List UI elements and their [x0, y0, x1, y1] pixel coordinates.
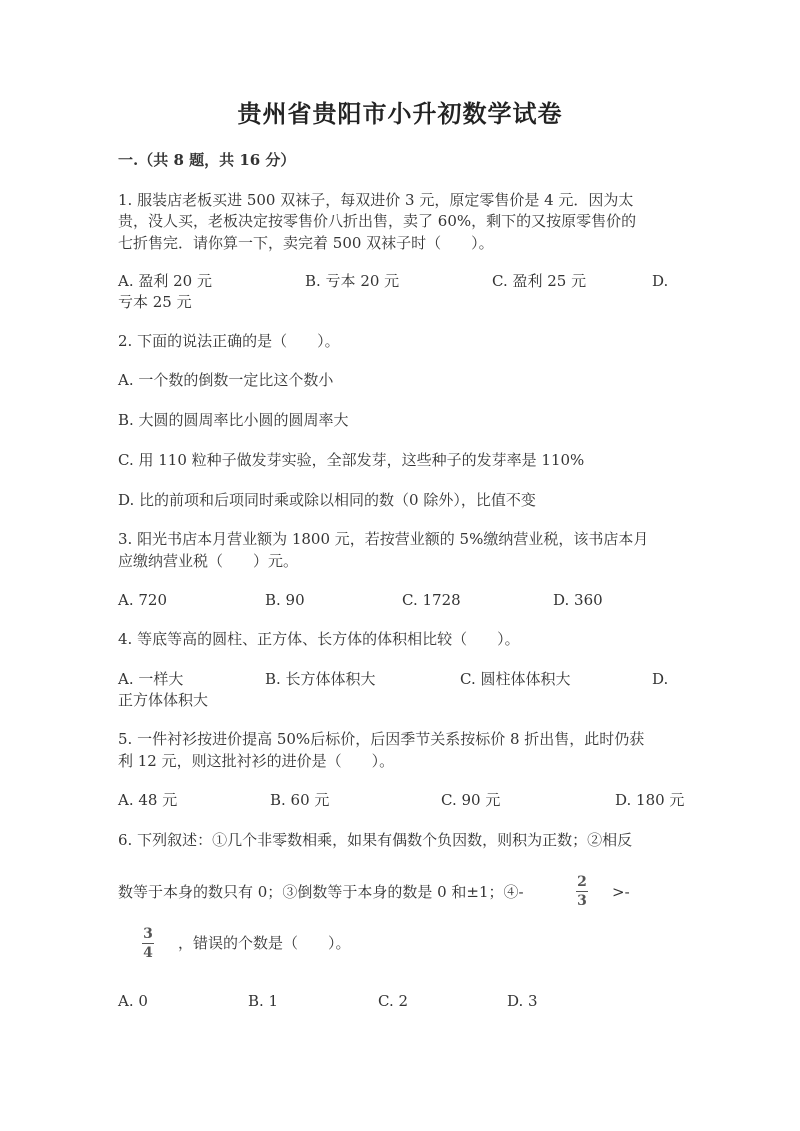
question-1-option-a[interactable]: A. 盈利 20 元: [118, 272, 212, 290]
question-3-line-2: 应缴纳营业税（ ）元。: [118, 552, 299, 570]
question-3-option-d[interactable]: D. 360: [553, 591, 603, 609]
question-2-option-b[interactable]: B. 大圆的圆周率比小圆的圆周率大: [118, 411, 349, 429]
question-3-option-b[interactable]: B. 90: [265, 591, 305, 609]
fraction-bar: [142, 943, 154, 944]
question-1-option-d-text[interactable]: 亏本 25 元: [118, 293, 192, 311]
question-5-option-c[interactable]: C. 90 元: [441, 791, 501, 809]
question-1-line-2: 贵，没人买，老板决定按零售价八折出售，卖了 60%，剩下的又按原零售价的: [118, 212, 637, 230]
question-2-option-d[interactable]: D. 比的前项和后项同时乘或除以相同的数（0 除外），比值不变: [118, 491, 536, 509]
question-1-line-1: 1. 服装店老板买进 500 双袜子，每双进价 3 元，原定零售价是 4 元．因为太: [118, 191, 634, 209]
fraction-denominator: 4: [143, 945, 153, 961]
question-5-option-b[interactable]: B. 60 元: [270, 791, 330, 809]
question-6-greater-than: >-: [612, 883, 630, 901]
question-4-option-c[interactable]: C. 圆柱体体积大: [460, 670, 571, 688]
question-2-option-c[interactable]: C. 用 110 粒种子做发芽实验，全部发芽，这些种子的发芽率是 110%: [118, 451, 585, 469]
question-3-option-a[interactable]: A. 720: [118, 591, 167, 609]
question-1-option-b[interactable]: B. 亏本 20 元: [305, 272, 400, 290]
question-4-option-d[interactable]: D.: [652, 670, 669, 688]
question-4-stem: 4. 等底等高的圆柱、正方体、长方体的体积相比较（ ）。: [118, 630, 520, 648]
fraction-denominator: 3: [577, 893, 587, 909]
page-title: 贵州省贵阳市小升初数学试卷: [237, 99, 563, 128]
question-3-line-1: 3. 阳光书店本月营业额为 1800 元，若按营业额的 5%缴纳营业税，该书店本月: [118, 530, 649, 548]
question-2-option-a[interactable]: A. 一个数的倒数一定比这个数小: [118, 371, 334, 389]
question-1-option-c[interactable]: C. 盈利 25 元: [492, 272, 587, 290]
fraction-numerator: 2: [577, 874, 587, 890]
fraction-two-thirds: [576, 874, 588, 909]
fraction-three-quarters: [142, 926, 154, 961]
question-4-option-b[interactable]: B. 长方体体积大: [265, 670, 376, 688]
question-4-option-a[interactable]: A. 一样大: [118, 670, 184, 688]
fraction-bar: [576, 891, 588, 892]
question-3-option-c[interactable]: C. 1728: [402, 591, 461, 609]
question-5-line-1: 5. 一件衬衫按进价提高 50%后标价，后因季节关系按标价 8 折出售，此时仍获: [118, 730, 645, 748]
question-6-option-d[interactable]: D. 3: [507, 992, 538, 1010]
question-6-tail: ，错误的个数是（ ）。: [178, 934, 351, 952]
question-6-option-c[interactable]: C. 2: [378, 992, 409, 1010]
question-6-line-2: 数等于本身的数只有 0；③倒数等于本身的数是 0 和±1；④-: [118, 883, 524, 901]
question-4-option-d-text[interactable]: 正方体体积大: [118, 691, 209, 709]
question-1-line-3: 七折售完．请你算一下，卖完着 500 双袜子时（ ）。: [118, 234, 494, 252]
question-6-line-1: 6. 下列叙述：①几个非零数相乘，如果有偶数个负因数，则积为正数；②相反: [118, 831, 633, 849]
section-header: 一.（共 8 题，共 16 分）: [118, 151, 296, 169]
question-6-option-b[interactable]: B. 1: [248, 992, 279, 1010]
question-1-option-d[interactable]: D.: [652, 272, 669, 290]
question-6-option-a[interactable]: A. 0: [118, 992, 148, 1010]
question-2-stem: 2. 下面的说法正确的是（ ）。: [118, 332, 340, 350]
question-5-line-2: 利 12 元，则这批衬衫的进价是（ ）。: [118, 752, 395, 770]
question-5-option-a[interactable]: A. 48 元: [118, 791, 178, 809]
fraction-numerator: 3: [143, 926, 153, 942]
question-5-option-d[interactable]: D. 180 元: [615, 791, 685, 809]
